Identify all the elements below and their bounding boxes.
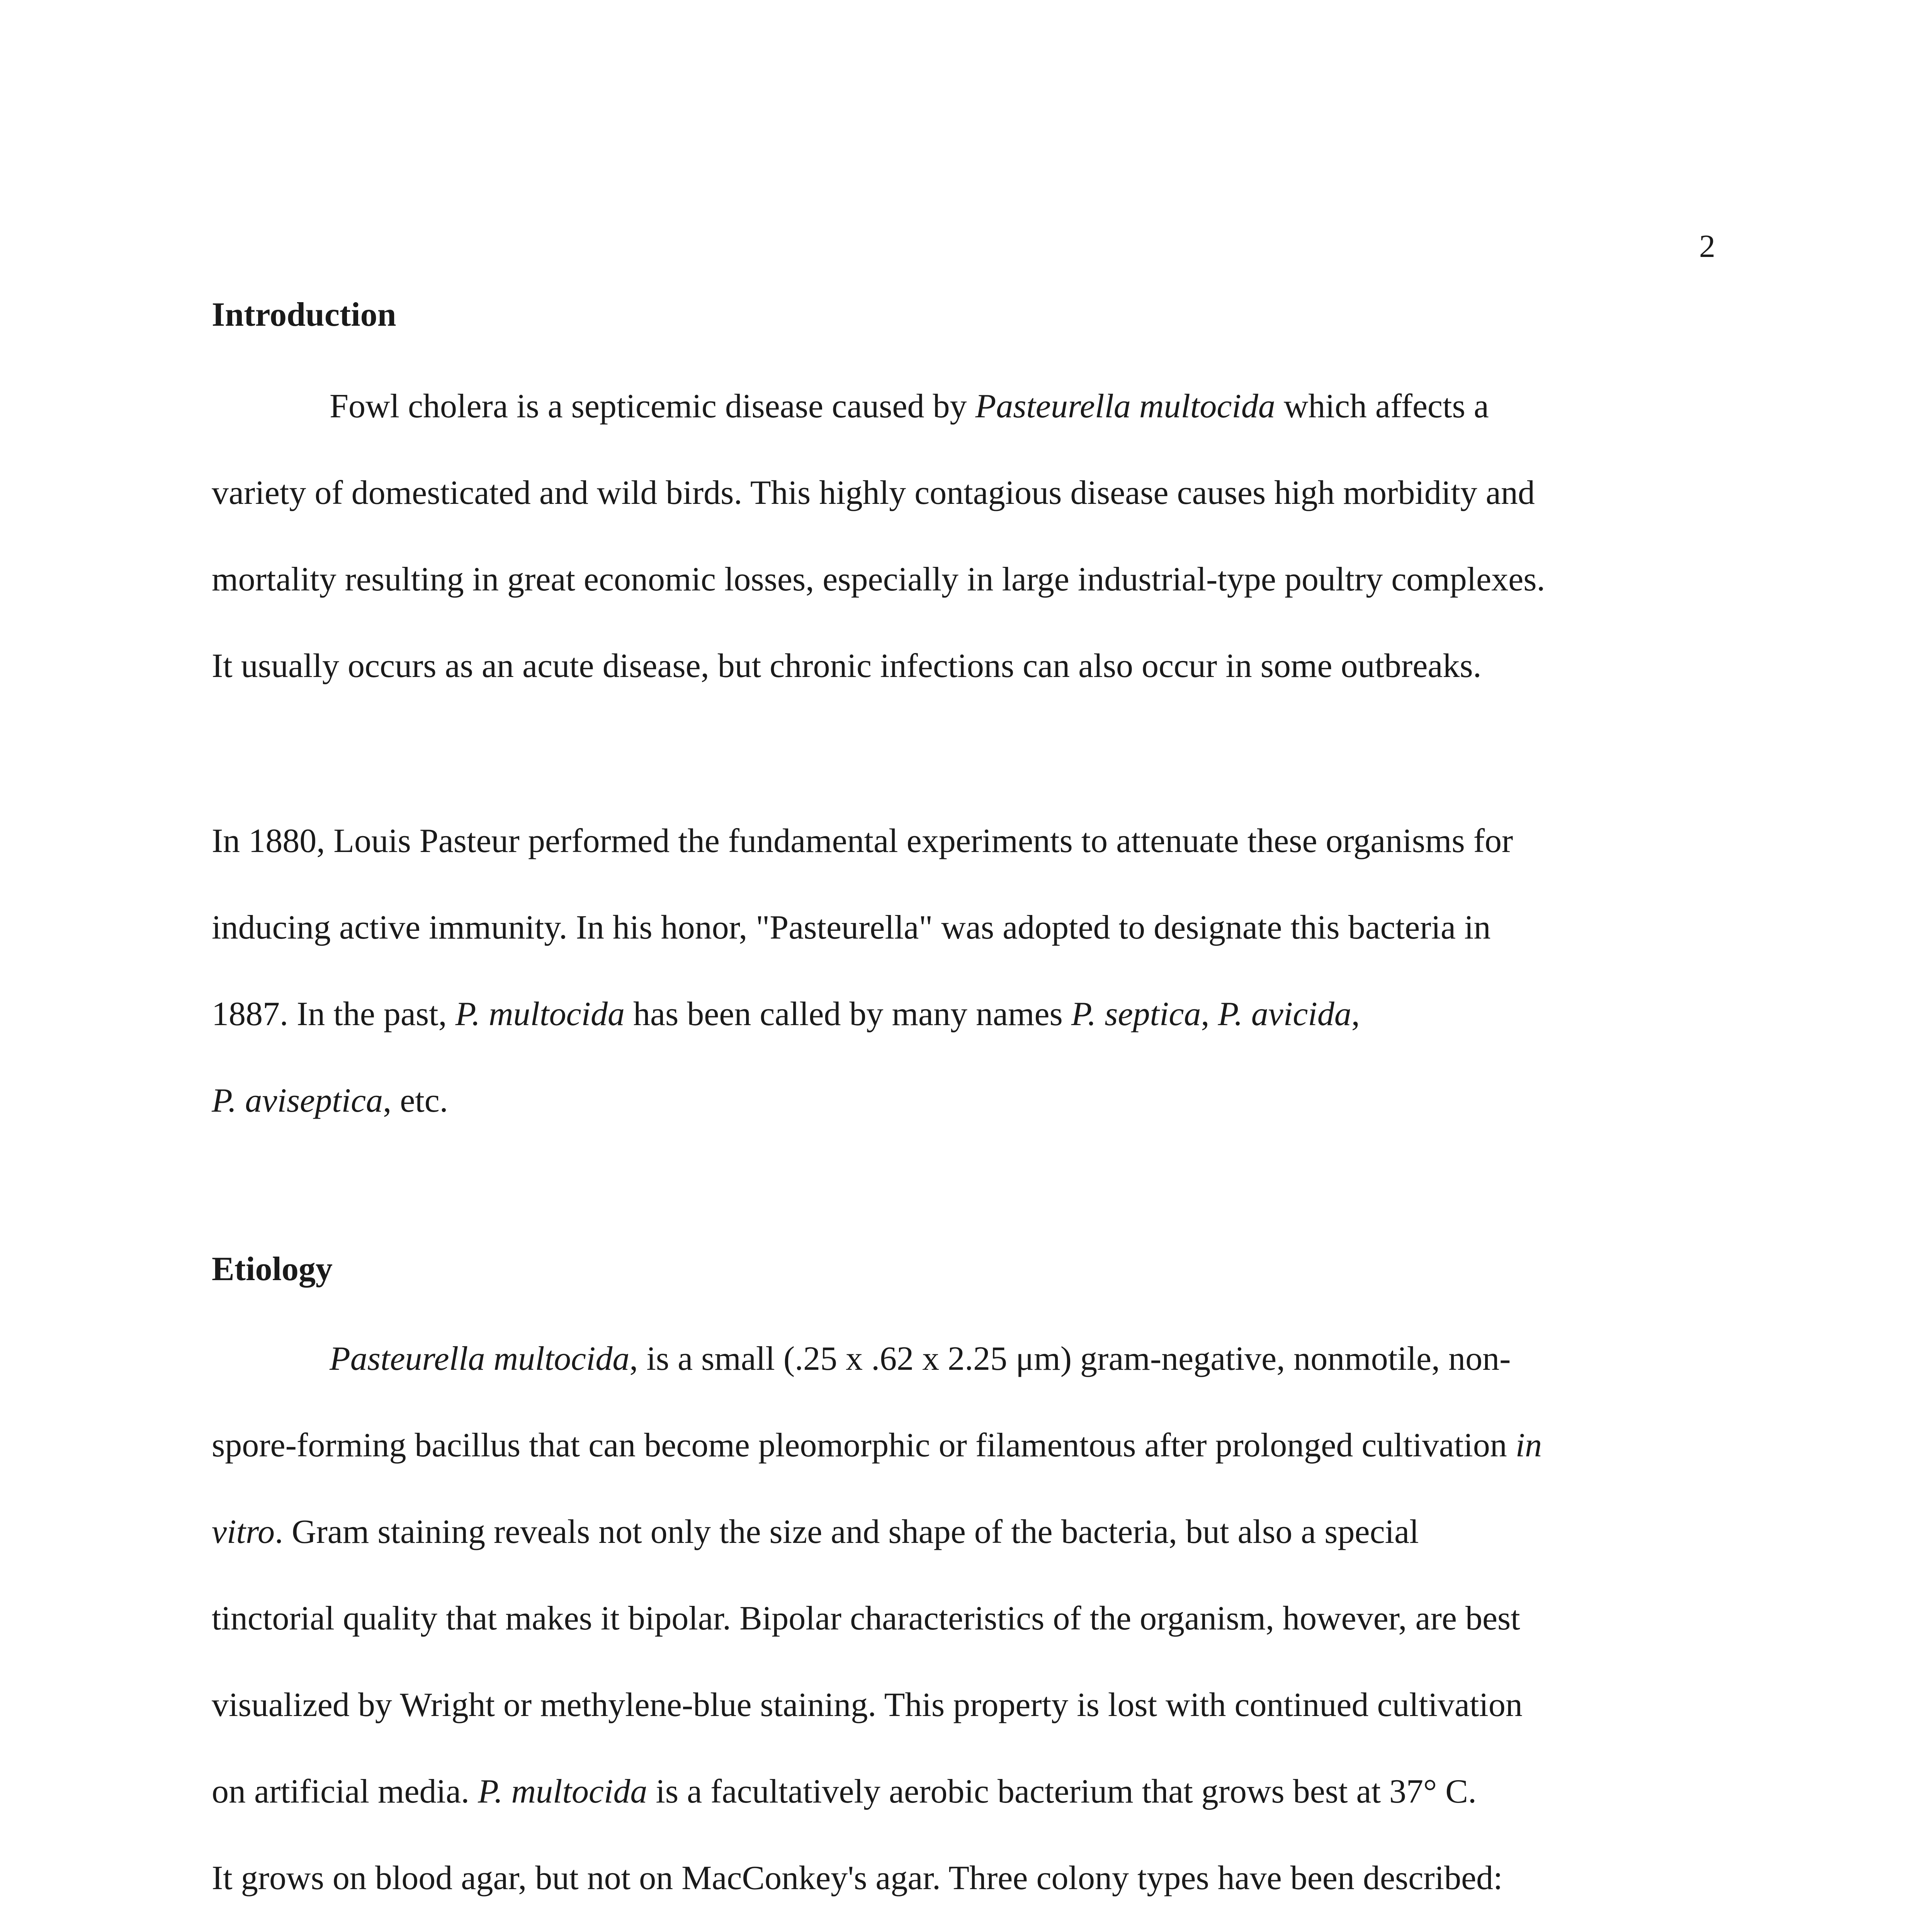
section-heading-etiology: Etiology xyxy=(212,1250,333,1288)
text-line: vitro. Gram staining reveals not only the size and shape of the bacteria, but also a special xyxy=(212,1513,1419,1551)
introduction-paragraph-1 xyxy=(212,363,1711,709)
etiology-paragraph-1 xyxy=(212,1316,1711,1932)
introduction-paragraph-2 xyxy=(212,798,1711,1144)
text-line: It grows on blood agar, but not on MacConkey's agar. Three colony types have been described: xyxy=(212,1859,1503,1897)
text-line: tinctorial quality that makes it bipolar. Bipolar characteristics of the organism, however, are best xyxy=(212,1600,1520,1637)
text-line: 1887. In the past, P. multocida has been called by many names P. septica, P. avicida, xyxy=(212,995,1360,1033)
text-line xyxy=(212,1922,1711,1932)
text-line: visualized by Wright or methylene-blue staining. This property is lost with continued cultivation xyxy=(212,1686,1523,1724)
text-line: spore-forming bacillus that can become pleomorphic or filamentous after prolonged cultivation in xyxy=(212,1427,1542,1464)
text-line: variety of domesticated and wild birds. This highly contagious disease causes high morbidity and xyxy=(212,474,1535,512)
text-line: on artificial media. P. multocida is a facultatively aerobic bacterium that grows best at 37° C. xyxy=(212,1773,1477,1810)
section-heading-introduction: Introduction xyxy=(212,296,396,333)
text-line: Pasteurella multocida, is a small (.25 x .62 x 2.25 μm) gram-negative, nonmotile, non- xyxy=(330,1340,1511,1378)
text-line: Fowl cholera is a septicemic disease caused by Pasteurella multocida which affects a xyxy=(330,388,1489,425)
text-line: P. aviseptica, etc. xyxy=(212,1082,448,1119)
text-line: mortality resulting in great economic losses, especially in large industrial-type poultry complexes. xyxy=(212,561,1545,598)
text-line: It usually occurs as an acute disease, but chronic infections can also occur in some outbreaks. xyxy=(212,647,1482,685)
text-line: In 1880, Louis Pasteur performed the fundamental experiments to attenuate these organisms for xyxy=(212,822,1513,860)
text-line: inducing active immunity. In his honor, "Pasteurella" was adopted to designate this bacteria in xyxy=(212,909,1491,946)
page-number: 2 xyxy=(1699,228,1715,264)
